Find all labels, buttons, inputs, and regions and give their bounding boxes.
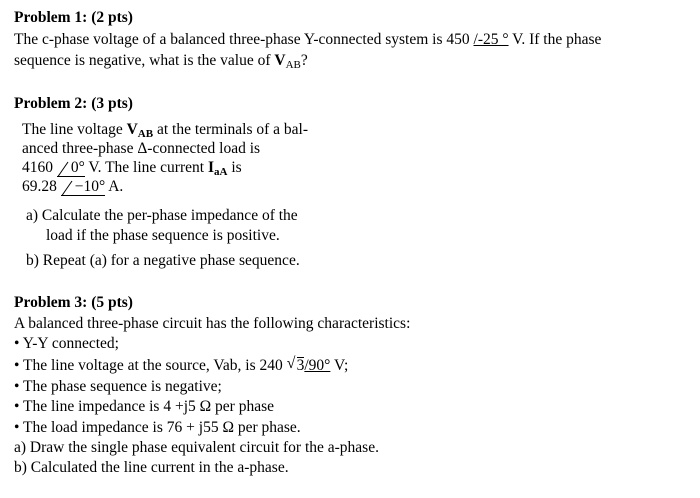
angle-icon	[57, 161, 69, 177]
problem-2-l3-tail: is	[227, 159, 242, 176]
problem-3-bullet-2-angle: /90°	[304, 357, 331, 374]
problem-2-vab-var: V	[126, 121, 138, 138]
problem-2-part-b: b) Repeat (a) for a negative phase sequence.	[26, 252, 300, 269]
problem-1-var-sub: AB	[285, 59, 301, 71]
problem-2-l3-post: V. The line current	[84, 159, 208, 176]
problem-3-bullet-4: • The line impedance is 4 +j5 Ω per phase	[14, 398, 274, 415]
problem-2-l1-post: at the terminals of a bal-	[153, 121, 309, 138]
problem-2-current-phasor	[61, 179, 105, 196]
problem-1-text-line-1	[14, 30, 601, 50]
angle-icon	[61, 180, 73, 196]
problem-2-l1-pre: The line voltage	[22, 121, 127, 138]
problem-3-intro: A balanced three-phase circuit has the following characteristics:	[14, 315, 411, 332]
problem-2-part-a-line-1: a) Calculate the per-phase impedance of the	[26, 207, 298, 224]
problem-2-voltage-angle: 0°	[70, 159, 85, 176]
problem-2-l3-pre: 4160	[22, 159, 57, 176]
problem-3-bullet-1: • Y-Y connected;	[14, 335, 119, 352]
problem-1-text-1a: The c-phase voltage of a balanced three-phase Y-connected system is 450	[14, 31, 474, 48]
problem-2-current-var: I	[207, 159, 214, 176]
radical-icon: √	[286, 355, 296, 372]
problem-3-bullet-2-tail: V;	[330, 357, 349, 374]
problem-3-bullet-2-text: • The line voltage at the source, Vab, is 240	[14, 357, 287, 374]
problem-3-bullet-2	[14, 356, 348, 376]
problem-2-l4-pre: 69.28	[22, 178, 61, 195]
problem-1-title: Problem 1: (2 pts)	[14, 9, 133, 26]
problem-2-line-2: anced three-phase Δ-connected load is	[22, 140, 261, 157]
problem-1-text-2a: sequence is negative, what is the value of	[14, 52, 275, 69]
problem-2-voltage-phasor	[57, 160, 85, 177]
problem-2-current-sub: aA	[214, 166, 228, 178]
problem-1-text-1b: V. If the phase	[508, 31, 602, 48]
problem-1-phasor: /-25 °	[473, 31, 509, 48]
problem-1-var: V	[274, 52, 286, 69]
sqrt-radicand: 3	[296, 357, 305, 374]
problem-3-bullet-5: • The load impedance is 76 + j55 Ω per phase.	[14, 419, 301, 436]
problem-2-title: Problem 2: (3 pts)	[14, 95, 133, 112]
problem-2-current-angle: −10°	[74, 178, 106, 195]
problem-3-title: Problem 3: (5 pts)	[14, 294, 133, 311]
problem-1-text-2b: ?	[300, 52, 308, 69]
problem-2-l4-post: A.	[105, 178, 124, 195]
problem-3-bullet-3: • The phase sequence is negative;	[14, 378, 222, 395]
problem-2-part-a-line-2: load if the phase sequence is positive.	[46, 227, 280, 244]
problem-1-text-line-2	[14, 51, 308, 75]
problem-3-part-b: b) Calculated the line current in the a-phase.	[14, 459, 289, 476]
sqrt-symbol	[287, 356, 305, 376]
problem-3-part-a: a) Draw the single phase equivalent circuit for the a-phase.	[14, 439, 379, 456]
problem-2-vab-sub: AB	[137, 128, 154, 140]
problem-2-line-4	[22, 177, 123, 197]
